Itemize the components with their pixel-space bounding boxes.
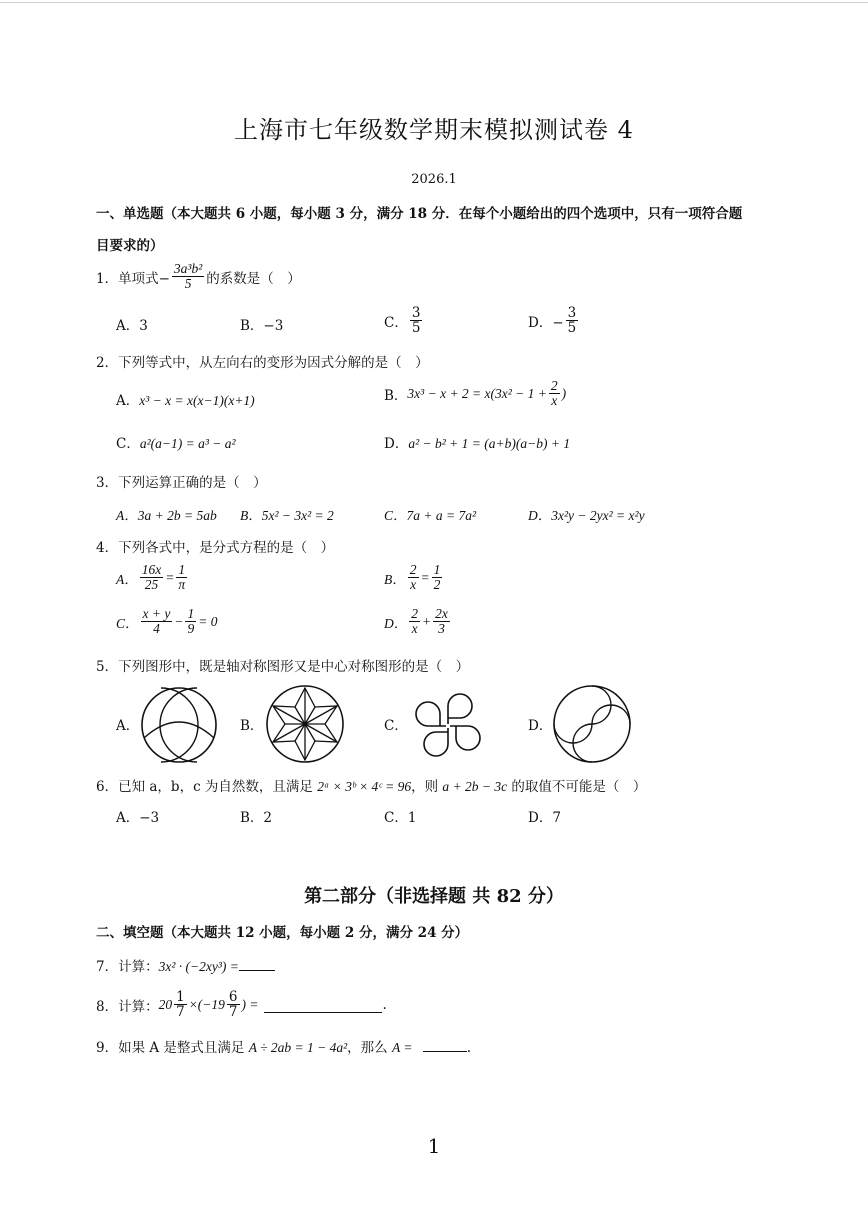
q4-d-frac2	[433, 607, 450, 636]
q1-c-label: C．	[384, 314, 408, 331]
question-1	[96, 262, 301, 291]
q4-b-n1: 2	[409, 562, 417, 577]
q7-expr: 3x² · (−2xy³) =	[158, 959, 239, 974]
q4-c-op: −	[174, 613, 184, 629]
question-7	[96, 955, 275, 975]
section1-heading-line1: 一、单选题（本大题共 6 小题，每小题 3 分，满分 18 分．在每个小题给出的四个选项中，只有一项符合题	[96, 206, 743, 222]
q4-c-end: = 0	[198, 613, 218, 629]
q6-expr2: a + 2b − 3c	[442, 779, 508, 794]
six-point-star-circle-icon	[265, 684, 345, 764]
q1-numerator: 3a³b²	[173, 261, 203, 276]
q4-d-n1: 2	[411, 606, 418, 621]
q4-b-eq: =	[420, 569, 430, 585]
q8-d2: 7	[228, 1004, 238, 1021]
q8-n2: 6	[228, 989, 238, 1005]
q2-d-label: D．	[384, 436, 409, 452]
q8-expr1: 20	[158, 996, 173, 1012]
q1-d-label: D．−	[528, 314, 564, 331]
q4-option-c	[116, 607, 217, 636]
q8-answer-blank[interactable]	[264, 996, 382, 1013]
q6-stem-post: 的取值不可能是（ ）	[507, 779, 647, 795]
q4-c-n1: x + y	[142, 606, 171, 621]
q8-period: .	[382, 996, 387, 1013]
q2-b-fraction	[549, 379, 560, 408]
q2-option-c	[116, 432, 236, 452]
q2-option-b	[384, 379, 566, 408]
q6-option-d: D．7	[528, 810, 561, 826]
q4-option-d	[384, 607, 452, 636]
q4-b-frac1	[408, 563, 419, 592]
q6-expr: 2ᵃ × 3ᵇ × 4ᶜ = 96	[317, 779, 412, 794]
q4-a-eq: =	[165, 569, 175, 585]
top-border-line	[0, 2, 868, 3]
q3-option-b: B．5x² − 3x² = 2	[240, 508, 334, 523]
q4-d-d1: x	[411, 621, 418, 637]
exam-date: 2026.1	[411, 172, 457, 187]
four-loop-icon	[408, 686, 488, 764]
q1-d-num: 3	[567, 305, 577, 321]
q2-b-num: 2	[550, 378, 558, 393]
swirl-circle-icon	[552, 684, 632, 764]
q1-d-den: 5	[567, 320, 577, 337]
q1-denominator: 5	[184, 276, 192, 292]
q9-expr2: A =	[391, 1040, 413, 1055]
question-9	[96, 1036, 471, 1056]
q6-option-b: B．2	[240, 810, 273, 826]
q8-d1: 7	[176, 1004, 185, 1021]
three-petal-circle-icon	[140, 686, 218, 764]
q4-d-label: D．	[384, 615, 408, 631]
question-8	[96, 990, 387, 1019]
q8-n1: 1	[176, 989, 185, 1005]
q2-b-expr2: )	[561, 385, 567, 401]
q9-mid: ，那么	[347, 1040, 392, 1056]
q1-c-fraction	[410, 306, 423, 335]
q1-c-den: 5	[411, 320, 421, 337]
q1-prefix: 1．单项式−	[96, 270, 170, 287]
q4-a-n1: 16x	[141, 562, 162, 577]
question-2: 2．下列等式中，从左向右的变形为因式分解的是（ ）	[96, 355, 429, 371]
q1-option-c	[384, 306, 424, 335]
q2-b-expr1: 3x³ − x + 2 = x(3x² − 1 +	[407, 385, 547, 401]
q4-d-d2: 3	[438, 621, 445, 637]
q4-d-n2: 2x	[435, 606, 448, 621]
q2-option-d	[384, 432, 570, 452]
q3-option-c: C．7a + a = 7a²	[384, 508, 477, 523]
q4-b-frac2	[432, 563, 443, 592]
q2-a-label: A．	[116, 393, 140, 409]
page-title: 上海市七年级数学期末模拟测试卷 4	[234, 116, 634, 144]
q4-c-frac1	[141, 607, 173, 636]
q6-stem-mid: ，则	[411, 779, 443, 795]
q4-a-n2: 1	[178, 562, 186, 577]
q2-a-expr: x³ − x = x(x−1)(x+1)	[139, 393, 255, 408]
q4-c-d1: 4	[153, 621, 160, 637]
q2-c-expr: a²(a−1) = a³ − a²	[139, 436, 236, 451]
q6-stem-pre: 6．已知 a，b，c 为自然数，且满足	[96, 779, 318, 795]
q2-b-den: x	[551, 393, 558, 409]
q4-b-d1: x	[410, 577, 417, 593]
part2-title: 第二部分（非选择题 共 82 分）	[304, 886, 564, 907]
section2-heading: 二、填空题（本大题共 12 小题，每小题 2 分，满分 24 分）	[96, 925, 469, 941]
q1-option-a: A．3	[116, 318, 148, 334]
q4-c-d2: 9	[187, 621, 195, 637]
q6-option-c: C．1	[384, 810, 417, 826]
q1-suffix: 的系数是（ ）	[206, 270, 301, 287]
question-5: 5．下列图形中，既是轴对称图形又是中心对称图形的是（ ）	[96, 659, 470, 675]
q5-option-a-label: A．	[116, 718, 140, 734]
question-3: 3．下列运算正确的是（ ）	[96, 475, 267, 491]
q1-fraction	[172, 262, 204, 291]
question-4: 4．下列各式中，是分式方程的是（ ）	[96, 540, 335, 556]
q3-option-d: D．3x²y − 2yx² = x²y	[528, 508, 645, 523]
q4-c-label: C．	[116, 615, 139, 631]
q1-option-d	[528, 306, 580, 335]
q3-option-a: A．3a + 2b = 5ab	[116, 508, 217, 523]
q5-option-b-label: B．	[240, 718, 264, 734]
q4-b-d2: 2	[433, 577, 441, 593]
q9-expr: A ÷ 2ab = 1 − 4a²	[248, 1040, 348, 1055]
q5-option-c-label: C．	[384, 718, 408, 734]
q4-a-d1: 25	[144, 577, 159, 593]
q8-expr3: ) =	[241, 996, 259, 1012]
q4-a-label: A．	[116, 571, 138, 587]
question-6	[96, 775, 646, 795]
q7-answer-blank[interactable]	[239, 970, 275, 971]
q8-frac1	[174, 990, 187, 1019]
q4-c-n2: 1	[187, 606, 195, 621]
q2-b-label: B．	[384, 387, 408, 404]
q5-option-d-label: D．	[528, 718, 553, 734]
q9-prefix: 9．如果 A 是整式且满足	[96, 1040, 249, 1056]
q1-option-b: B．−3	[240, 318, 284, 334]
q4-option-b	[384, 563, 444, 592]
q4-b-label: B．	[384, 571, 406, 587]
q4-option-a	[116, 563, 189, 592]
q7-prefix: 7．计算：	[96, 959, 159, 975]
q4-a-d2: π	[178, 577, 186, 593]
q2-d-expr: a² − b² + 1 = (a+b)(a−b) + 1	[408, 436, 571, 451]
q9-period: .	[466, 1040, 472, 1056]
q4-a-frac2	[176, 563, 187, 592]
q2-option-a	[116, 389, 255, 409]
q8-expr2: ×(−19	[188, 996, 225, 1012]
q1-d-fraction	[566, 306, 579, 335]
q4-d-op: +	[422, 613, 432, 629]
q9-answer-blank[interactable]	[423, 1051, 467, 1052]
q4-a-frac1	[140, 563, 164, 592]
page-number: 1	[427, 1134, 441, 1158]
q4-c-frac2	[185, 607, 196, 636]
section1-heading-line2: 目要求的）	[96, 238, 164, 254]
q4-b-n2: 1	[433, 562, 441, 577]
q4-d-frac1	[409, 607, 420, 636]
q8-prefix: 8．计算：	[96, 998, 159, 1015]
q6-option-a: A．−3	[116, 810, 160, 826]
q8-frac2	[227, 990, 240, 1019]
q1-c-num: 3	[411, 305, 421, 321]
q2-c-label: C．	[116, 436, 140, 452]
